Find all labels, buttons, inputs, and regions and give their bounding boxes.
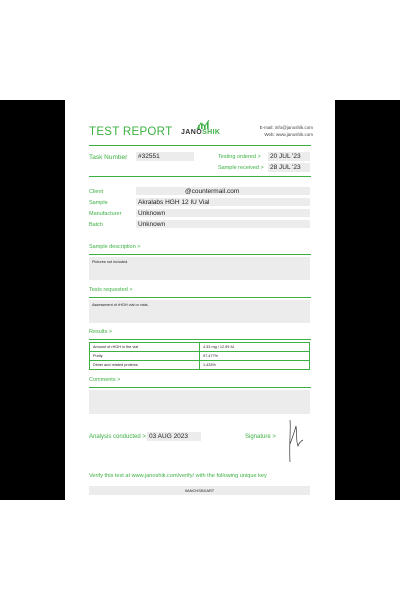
report-title: TEST REPORT [89,126,173,138]
manufacturer-label: Manufacturer [89,211,122,217]
sample-value: Akralabs HGH 12 IU Vial [138,199,210,206]
table-row [90,352,310,361]
sample-description-box [89,257,310,280]
header-divider [89,145,311,146]
tests-requested-heading: Tests requested > [89,287,133,293]
table-row [90,361,310,370]
contact-email: E-mail: info@janoshik.com [259,125,313,130]
tests-requested-divider [89,297,311,298]
comments-box [89,390,310,414]
table-row [90,343,310,352]
analysis-conducted-date: 03 AUG 2023 [149,433,189,440]
comments-heading: Comments > [89,377,121,383]
logo-wordmark [181,129,220,136]
result-value: 1.433% [200,361,310,370]
sample-description-text: Pictures not included. [92,260,129,264]
testing-ordered-date: 20 JUL '23 [270,153,301,160]
client-value: @countermail.com [185,188,240,195]
result-value: 97.477% [200,352,310,361]
batch-label: Batch [89,222,104,228]
unique-key-box [89,486,310,495]
right-black-border [335,100,400,500]
logo-suffix: SHIK [202,129,221,136]
sample-description-heading: Sample description > [89,244,141,250]
contact-info [260,125,313,138]
unique-key-value: 9ANCHSBXART [184,488,215,493]
analysis-conducted-label: Analysis conducted > [89,434,146,440]
result-name: Dimer and related proteins [90,361,200,370]
client-label: Client [89,189,104,195]
result-value: 4.33 mg / 12.99 IU [200,343,310,352]
results-table [89,342,310,370]
sample-description-divider [89,254,311,255]
left-black-border [0,100,65,500]
tests-requested-box [89,300,310,323]
logo-prefix: JANO [181,129,203,136]
task-divider [89,176,311,177]
signature-label: Signature > [245,434,276,440]
signature-icon [284,416,306,466]
result-name: Amount of rHGH in the vial [90,343,200,352]
sample-label: Sample [89,200,108,206]
tests-requested-text: Assessment of rHGH vial or vials. [92,303,149,307]
testing-ordered-label: Testing ordered > [218,154,261,160]
results-heading: Results > [89,329,113,335]
batch-value: Unknown [138,221,166,228]
comments-divider [89,387,311,388]
task-number-value: #32551 [138,153,160,160]
sample-received-date: 28 JUL '23 [270,164,301,171]
contact-web: Web: www.janoshik.com [264,131,313,137]
verify-text: Verify this test at www.janoshik.com/verify/ with the following unique key [89,473,267,479]
manufacturer-value: Unknown [138,210,166,217]
task-number-label: Task Number [89,154,128,161]
test-report-document [65,100,335,500]
sample-received-label: Sample received > [218,165,264,171]
results-divider [89,339,311,340]
result-name: Purity [90,352,200,361]
